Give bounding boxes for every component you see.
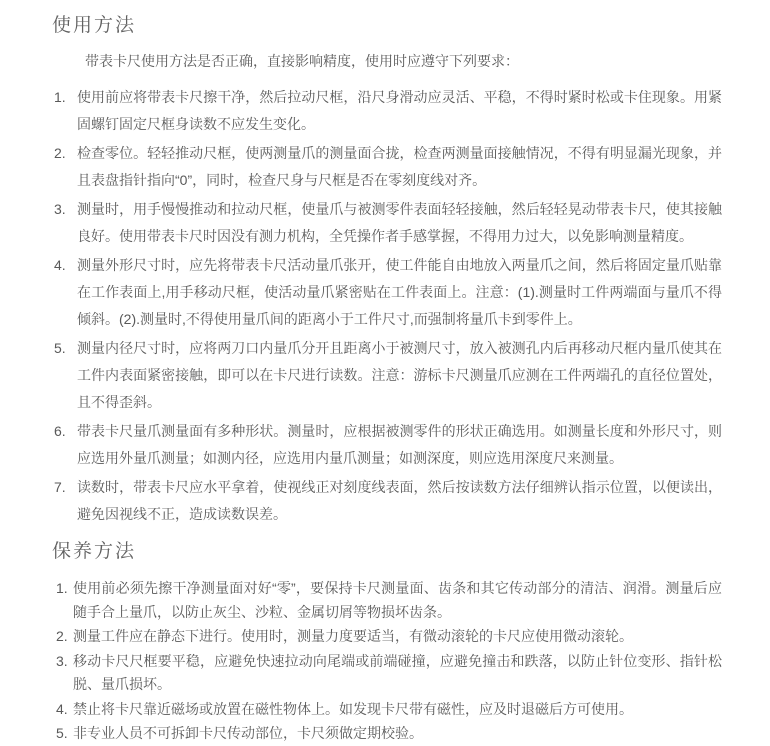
usage-list-item [52,474,722,528]
list-item-text: 测量外形尺寸时，应先将带表卡尺活动量爪张开，使工件能自由地放入两量爪之间，然后将固定量爪贴靠在工作表面上,用手移动尺框，使活动量爪紧密贴在工件表面上。注意：(1).测量时工件两端面与量爪不得倾斜。(2).测量时,不得使用量爪间的距离小于工件尺寸,而强制将量爪卡到零件上。 [77,257,722,327]
maintenance-section [52,540,722,746]
list-item-text: 使用前必须先擦干净测量面对好“零”，要保持卡尺测量面、齿条和其它传动部分的清洁、润滑。测量后应随手合上量爪，以防止灰尘、沙粒、金属切屑等物损坏齿条。 [73,580,722,620]
list-item-text: 带表卡尺量爪测量面有多种形状。测量时，应根据被测零件的形状正确选用。如测量长度和外形尺寸，则应选用外量爪测量；如测内径，应选用内量爪测量；如测深度，则应选用深度尺来测量。 [77,423,722,466]
usage-section [52,14,722,528]
list-item-number: 1. [54,89,66,105]
list-item-text: 测量工件应在静态下进行。使用时，测量力度要适当，有微动滚轮的卡尺应使用微动滚轮。 [73,628,633,644]
usage-list-item [52,140,722,194]
usage-list-item [52,335,722,416]
usage-list [52,84,722,528]
list-item-text: 检查零位。轻轻推动尺框，使两测量爪的测量面合拢，检查两测量面接触情况，不得有明显漏光现象，并且表盘指针指向“0”，同时，检查尺身与尺框是否在零刻度线对齐。 [77,145,722,188]
list-item-number: 3. [54,201,66,217]
list-item-number: 2. [54,145,66,161]
usage-intro-text: 带表卡尺使用方法是否正确，直接影响精度，使用时应遵守下列要求： [85,53,519,69]
list-item-number: 4. [56,700,68,717]
maintenance-list-item [52,650,722,697]
list-item-text: 移动卡尺尺框要平稳，应避免快速拉动向尾端或前端碰撞，应避免撞击和跌落，以防止针位变形、指针松脱、量爪损坏。 [73,652,722,692]
list-item-text: 读数时，带表卡尺应水平拿着，使视线正对刻度线表面，然后按读数方法仔细辨认指示位置，以便读出，避免因视线不正，造成读数误差。 [77,479,722,522]
list-item-number: 1. [56,580,68,596]
list-item-number: 2. [56,628,68,644]
maintenance-list-item [52,625,722,649]
maintenance-list [52,577,722,746]
maintenance-list-item [52,722,722,746]
usage-list-item [52,418,722,472]
usage-section-title: 使用方法 [52,15,137,36]
list-item-number: 7. [54,479,66,495]
list-item-number: 6. [54,423,66,439]
list-item-text: 测量时，用手慢慢推动和拉动尺框，使量爪与被测零件表面轻轻接触，然后轻轻晃动带表卡尺，使其接触良好。使用带表卡尺时因没有测力机构，全凭操作者手感掌握，不得用力过大，以免影响测量精度。 [77,201,722,244]
list-item-number: 5. [56,725,68,741]
list-item-number: 4. [54,257,66,273]
list-item-number: 3. [56,652,68,669]
maintenance-list-item [52,698,722,722]
list-item-text: 测量内径尺寸时，应将两刀口内量爪分开且距离小于被测尺寸，放入被测孔内后再移动尺框内量爪使其在工件内表面紧密接触，即可以在卡尺进行读数。注意：游标卡尺测量爪应测在工件两端孔的直径位置处，且不得歪斜。 [77,340,722,410]
list-item-text: 非专业人员不可拆卸卡尺传动部位，卡尺须做定期校验。 [73,725,423,741]
usage-list-item [52,196,722,250]
list-item-number: 5. [54,340,66,356]
list-item-text: 禁止将卡尺靠近磁场或放置在磁性物体上。如发现卡尺带有磁性，应及时退磁后方可使用。 [73,700,633,717]
usage-list-item [52,84,722,138]
maintenance-list-item [52,577,722,624]
list-item-text: 使用前应将带表卡尺擦干净，然后拉动尺框，沿尺身滑动应灵活、平稳，不得时紧时松或卡住现象。用紧固螺钉固定尺框身读数不应发生变化。 [77,89,722,132]
maintenance-section-title: 保养方法 [52,541,137,562]
usage-list-item [52,252,722,333]
